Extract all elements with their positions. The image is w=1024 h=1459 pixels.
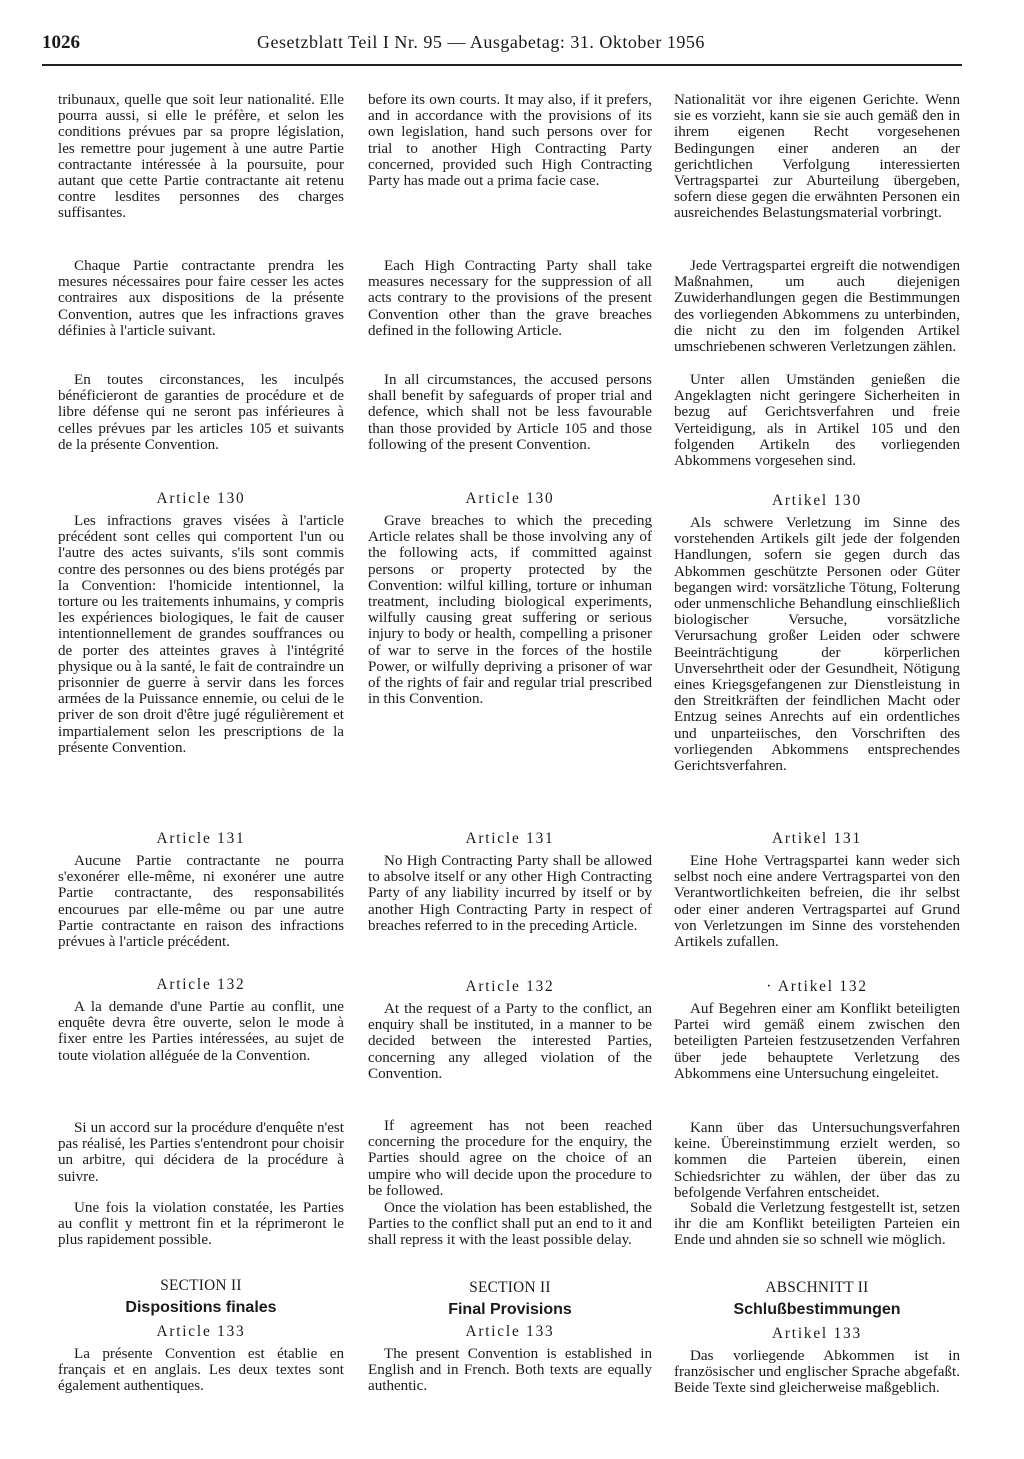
- en-paragraph-3: In all circumstances, the accused persons shall benefit by safeguards of proper trial and defence, which shall not be less favourable than those provided by Article 105 and those following of the present Convention.: [368, 372, 652, 453]
- en-section-title: Final Provisions: [448, 1301, 572, 1318]
- de-article-133-text: Das vorliegende Abkommen ist in französischer und englischer Sprache abgefaßt. Beide Texte sind gleicherweise maßgeblich.: [674, 1348, 960, 1397]
- fr-article-130-heading: Article 130: [156, 490, 246, 507]
- en-article-132-heading: Article 132: [465, 978, 555, 995]
- fr-article-132-para-1: A la demande d'une Partie au conflit, une enquête devra être ouverte, selon le mode à fixer entre les Parties intéressées, au sujet de toute violation alléguée de la Convention.: [58, 999, 344, 1064]
- fr-article-132-para-3: Une fois la violation constatée, les Parties au conflit y mettront fin et la réprimeront le plus rapidement possible.: [58, 1200, 344, 1249]
- de-paragraph-3: Unter allen Umständen genießen die Angeklagten nicht geringere Sicherheiten in bezug auf Gerichtsverfahren und freie Verteidigung, als in Artikel 105 und den folgenden Artikeln des vorliegenden Abkommens vorgesehen sind.: [674, 372, 960, 470]
- page-header: [42, 28, 964, 62]
- de-article-132-para-1: Auf Begehren einer am Konflikt beteiligten Partei wird gemäß einem zwischen den beteiligten Parteien festzusetzenden Verfahren über jede behauptete Verletzung des Abkommens eine Untersuchung eingeleitet.: [674, 1001, 960, 1082]
- header-rule: [42, 64, 962, 66]
- en-article-132-para-2: If agreement has not been reached concerning the procedure for the enquiry, the Parties should agree on the choice of an umpire who will decide upon the procedure to be followed.: [368, 1118, 652, 1199]
- de-article-130-text: Als schwere Verletzung im Sinne des vorstehenden Artikels gilt jede der folgenden Handlungen, sofern sie gegen durch das Abkommen geschützte Personen oder Güter begangen wird: vorsätzliche Tötung, Folterung oder unmenschliche Behandlung einschließlich biologischer Versuche, vorsätzliche Verursachung großer Leiden oder schwere Beeinträchtigung der körperlichen Unversehrtheit oder der Gesundheit, Nötigung eines Kriegsgefangenen zur Dienstleistung in den Streitkräften der feindlichen Macht oder Entzug seines Anrechts auf ein ordentliches und unparteiisches, den Vorschriften des vorliegenden Abkommens entsprechendes Gerichtsverfahren.: [674, 515, 960, 775]
- en-article-131-text: No High Contracting Party shall be allowed to absolve itself or any other High Contracting Party of any liability incurred by itself or by another High Contracting Party in respect of breaches referred to in the preceding Article.: [368, 853, 652, 934]
- fr-article-132-heading: Article 132: [156, 976, 246, 993]
- en-article-132-para-1: At the request of a Party to the conflict, an enquiry shall be instituted, in a manner to be decided between the interested Parties, concerning any alleged violation of the Convention.: [368, 1001, 652, 1082]
- fr-section-label: SECTION II: [160, 1277, 242, 1294]
- fr-article-132-para-2: Si un accord sur la procédure d'enquête n'est pas réalisé, les Parties s'entendront pour choisir un arbitre, qui décidera de la procédure à suivre.: [58, 1120, 344, 1185]
- en-paragraph-1: before its own courts. It may also, if it prefers, and in accordance with the provisions of its own legislation, hand such persons over for trial to another High Contracting Party concerned, provided such High Contracting Party has made out a prima facie case.: [368, 92, 652, 190]
- fr-paragraph-3: En toutes circonstances, les inculpés bénéficieront de garanties de procédure et de libre défense qui ne seront pas inférieures à celles prévues par les articles 105 et suivants de la présente Convention.: [58, 372, 344, 453]
- de-article-132-heading: · Artikel 132: [766, 978, 868, 995]
- de-section-title: Schlußbestimmungen: [733, 1301, 901, 1318]
- fr-article-130-text: Les infractions graves visées à l'article précédent sont celles qui comportent l'un ou l'autre des actes suivants, s'ils sont commis contre des personnes ou des biens protégés par la Convention: l'homicide intentionnel, la torture ou les traitements inhumains, y compris les expériences biologiques, le fait de causer intentionnellement de grandes souffrances ou de porter des atteintes graves à l'intégrité physique ou à la santé, le fait de contraindre un prisonnier de guerre à servir dans les forces armées de la Puissance ennemie, ou celui de le priver de son droit d'être jugé régulièrement et impartialement selon les prescriptions de la présente Convention.: [58, 513, 344, 756]
- fr-article-133-text: La présente Convention est établie en français et en anglais. Les deux textes sont également authentiques.: [58, 1346, 344, 1395]
- journal-title: Gesetzblatt Teil I Nr. 95 — Ausgabetag: 31. Oktober 1956: [257, 32, 705, 52]
- en-article-132-para-3: Once the violation has been established, the Parties to the conflict shall put an end to it and shall repress it with the least possible delay.: [368, 1200, 652, 1249]
- de-article-132-para-3: Sobald die Verletzung festgestellt ist, setzen ihr die am Konflikt beteiligten Parteien ein Ende und ahnden sie so schnell wie möglich.: [674, 1200, 960, 1249]
- en-article-133-heading: Article 133: [465, 1323, 555, 1340]
- de-section-label: ABSCHNITT II: [765, 1279, 869, 1296]
- fr-article-133-heading: Article 133: [156, 1323, 246, 1340]
- de-article-132-para-2: Kann über das Untersuchungsverfahren keine. Übereinstimmung erzielt werden, so kommen die Parteien überein, einen Schiedsrichter zu wählen, der über das zu befolgende Verfahren entscheidet.: [674, 1120, 960, 1201]
- fr-article-131-text: Aucune Partie contractante ne pourra s'exonérer elle-même, ni exonérer une autre Partie contractante, des responsabilités encourues par elle-même ou par une autre Partie contractante en raison des infractions prévues à l'article précédent.: [58, 853, 344, 951]
- de-article-130-heading: Artikel 130: [772, 492, 862, 509]
- fr-section-title: Dispositions finales: [125, 1299, 277, 1316]
- en-article-133-text: The present Convention is established in English and in French. Both texts are equally authentic.: [368, 1346, 652, 1395]
- fr-paragraph-1: tribunaux, quelle que soit leur nationalité. Elle pourra aussi, si elle le préfère, et selon les conditions prévues par sa propre législation, les remettre pour jugement à une autre Partie contractante intéressée à la poursuite, pour autant que cette Partie contractante ait retenu contre lesdites personnes des charges suffisantes.: [58, 92, 344, 222]
- page-number: 1026: [42, 32, 80, 53]
- en-article-131-heading: Article 131: [465, 830, 555, 847]
- en-article-130-text: Grave breaches to which the preceding Article relates shall be those involving any of the following acts, if committed against persons or property protected by the Convention: wilful killing, torture or inhuman treatment, including biological experiments, wilfully causing great suffering or serious injury to body or health, compelling a prisoner of war to serve in the forces of the hostile Power, or wilfully depriving a prisoner of war of the rights of fair and regular trial prescribed in this Convention.: [368, 513, 652, 708]
- en-paragraph-2: Each High Contracting Party shall take measures necessary for the suppression of all acts contrary to the provisions of the present Convention other than the grave breaches defined in the following Article.: [368, 258, 652, 339]
- de-article-131-text: Eine Hohe Vertragspartei kann weder sich selbst noch eine andere Vertragspartei von den Verantwortlichkeiten befreien, die ihr selbst oder einer anderen Vertragspartei auf Grund von Verletzungen im Sinne des vorstehenden Artikels zufallen.: [674, 853, 960, 951]
- en-section-label: SECTION II: [469, 1279, 551, 1296]
- fr-article-131-heading: Article 131: [156, 830, 246, 847]
- de-paragraph-1: Nationalität vor ihre eigenen Gerichte. Wenn sie es vorzieht, kann sie sie auch gemäß den in ihrem eigenen Recht vorgesehenen Bedingungen einer anderen an der gerichtlichen Verfolgung interessierten Vertragspartei zur Aburteilung übergeben, sofern diese gegen die erwähnten Personen ein ausreichendes Belastungsmaterial vorbringt.: [674, 92, 960, 222]
- de-article-131-heading: Artikel 131: [772, 830, 862, 847]
- de-paragraph-2: Jede Vertragspartei ergreift die notwendigen Maßnahmen, um auch diejenigen Zuwiderhandlungen gegen die Bestimmungen des vorliegenden Abkommens zu unterbinden, die nicht zu den im folgenden Artikel umschriebenen schweren Verletzungen zählen.: [674, 258, 960, 356]
- en-article-130-heading: Article 130: [465, 490, 555, 507]
- fr-paragraph-2: Chaque Partie contractante prendra les mesures nécessaires pour faire cesser les actes contraires aux dispositions de la présente Convention, autres que les infractions graves définies à l'article suivant.: [58, 258, 344, 339]
- de-article-133-heading: Artikel 133: [772, 1325, 862, 1342]
